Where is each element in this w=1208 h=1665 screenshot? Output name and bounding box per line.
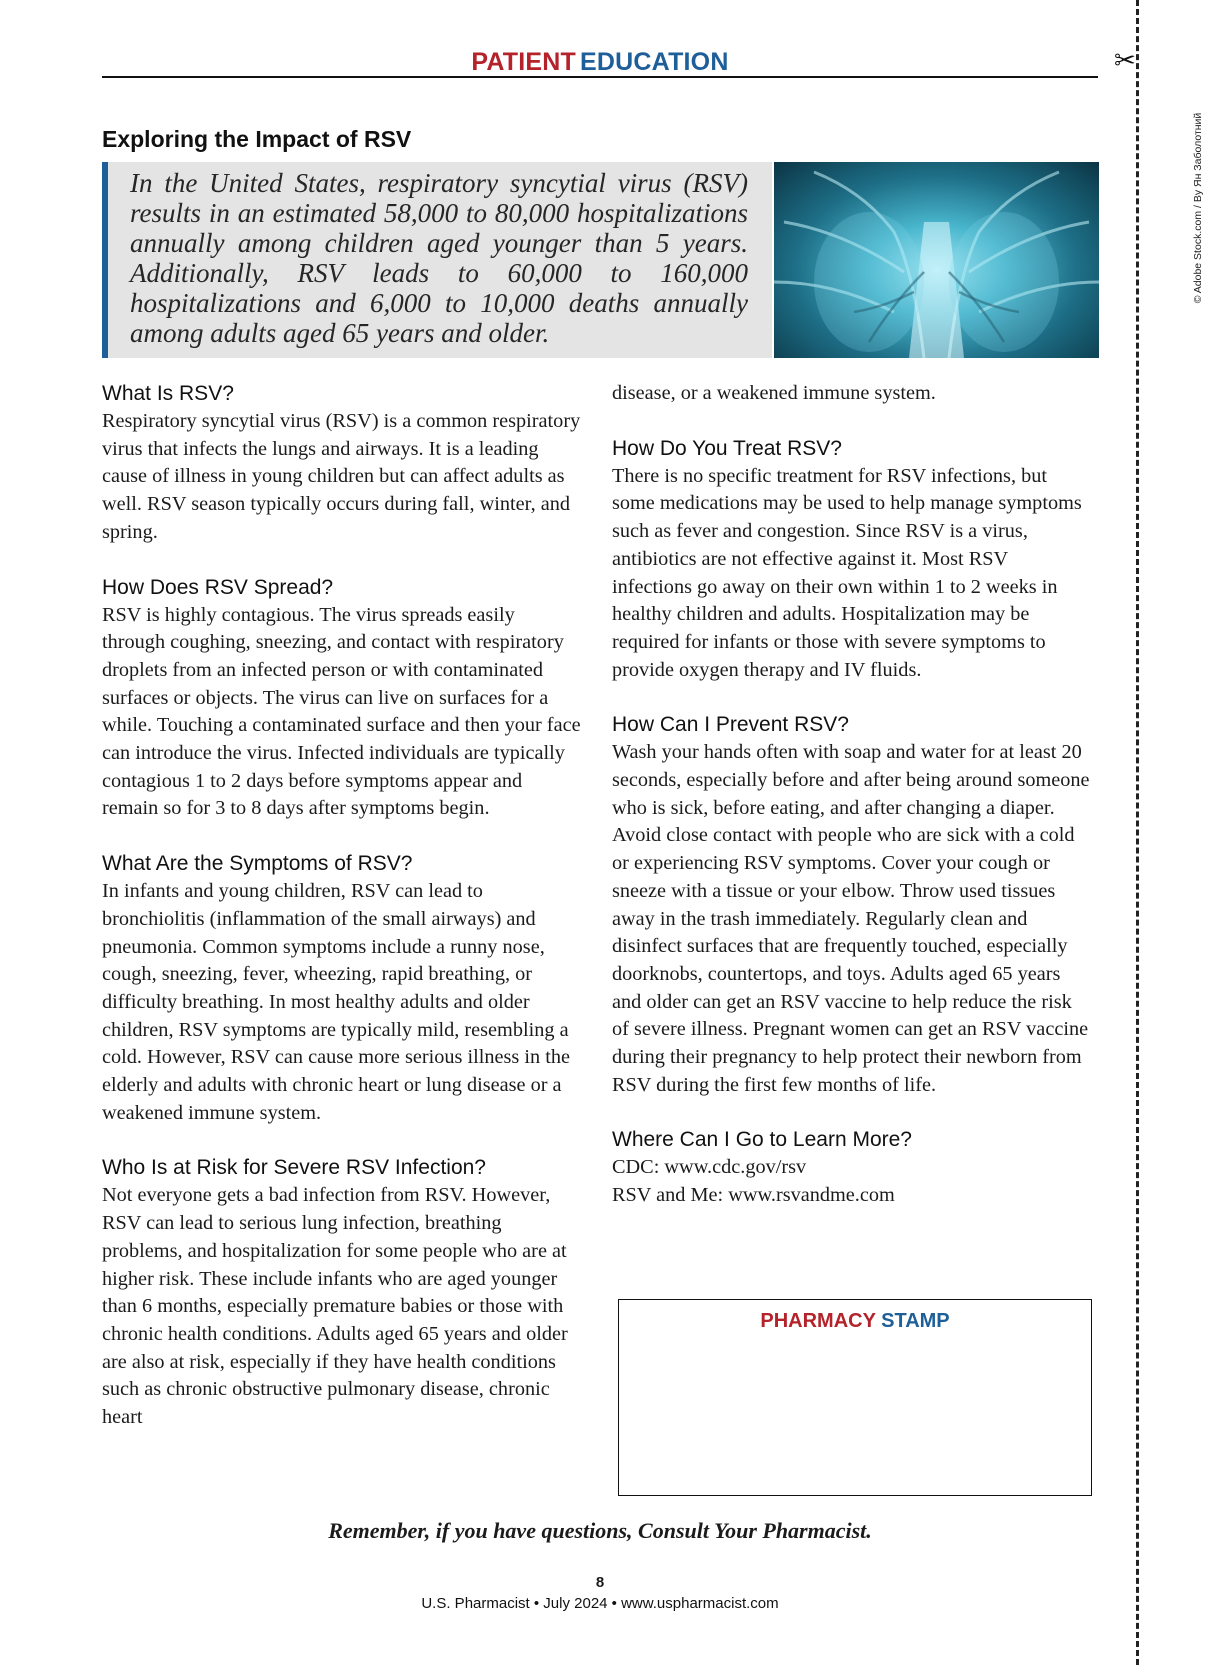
remember-note: Remember, if you have questions, Consult Your Pharmacist. <box>328 1518 872 1543</box>
pharmacy-stamp-box <box>618 1299 1092 1496</box>
section-treat <box>612 435 1092 685</box>
section-body <box>612 1154 1092 1209</box>
scissors-icon: ✂ <box>1114 46 1136 76</box>
section-body: There is no specific treatment for RSV infections, but some medications may be used to help manage symptoms such as fever and congestion. Since RSV is a virus, antibiotics are not effective against it. Most RSV infections go away on their own within 1 to 2 weeks in healthy children and adults. Hospitalization may be required for infants or those with severe symptoms to provide oxygen therapy and IV fluids. <box>612 464 1082 681</box>
section-risk <box>102 1154 582 1431</box>
stamp-title-part1: PHARMACY <box>760 1310 876 1332</box>
section-body: Respiratory syncytial virus (RSV) is a common respiratory virus that infects the lungs and airways. It is a leading cause of illness in young children but can affect adults as well. RSV season typically occurs during fall, winter, and spring. <box>102 410 581 543</box>
section-learn-more <box>612 1126 1092 1209</box>
page-number: 8 <box>595 1574 605 1591</box>
left-column <box>102 380 582 1459</box>
section-prevent <box>612 711 1092 1099</box>
callout-text: In the United States, respiratory syncytial virus (RSV) results in an estimated 58,000 to 80,000 hospitalizations annually among children aged younger than 5 years. Additionally, RSV leads to 60,000 to 160,000 hospitalizations and 6,000 to 10,000 deaths annually among adults aged 65 years and older. <box>130 168 748 348</box>
header-title-part1: PATIENT <box>471 48 577 76</box>
section-heading: How Can I Prevent RSV? <box>612 713 849 737</box>
section-body: Not everyone gets a bad infection from RSV. However, RSV can lead to serious lung infection, breathing problems, and hospitalization for some people who are at higher risk. These include infants who are aged younger than 6 months, especially premature babies or those with chronic health conditions. Adults aged 65 years and older are also at risk, especially if they have health conditions such as chronic obstructive pulmonary disease, chronic heart <box>102 1184 568 1429</box>
cut-line <box>1136 0 1139 1665</box>
article-title: Exploring the Impact of RSV <box>102 126 412 152</box>
page-header <box>102 44 1098 80</box>
section-body: In infants and young children, RSV can lead to bronchiolitis (inflammation of the small airways) and pneumonia. Common symptoms include a runny nose, cough, sneezing, fever, wheezing, rapid breathing, or difficulty breathing. In most healthy adults and older children, RSV symptoms are typically mild, resembling a cold. However, RSV can cause more serious illness in the elderly and adults with chronic heart or lung disease or a weakened immune system. <box>102 880 570 1124</box>
cdc-link[interactable]: CDC: www.cdc.gov/rsv <box>612 1156 807 1179</box>
section-what-is-rsv <box>102 380 582 547</box>
section-heading: Where Can I Go to Learn More? <box>612 1128 912 1152</box>
section-heading: How Do You Treat RSV? <box>612 436 842 460</box>
callout-box <box>102 162 772 358</box>
section-heading: How Does RSV Spread? <box>102 575 334 599</box>
header-title <box>102 48 1098 77</box>
image-credit: © Adobe Stock.com / By Ян Заболотний <box>1192 112 1204 304</box>
section-heading: What Are the Symptoms of RSV? <box>102 852 413 876</box>
section-body: RSV is highly contagious. The virus spreads easily through coughing, sneezing, and contact with respiratory droplets from an infected person or with contaminated surfaces or objects. The virus can live on surfaces for a while. Touching a contaminated surface and then your face can introduce the virus. Infected individuals are typically contagious 1 to 2 days before symptoms appear and remain so for 3 to 8 days after symptoms begin. <box>102 603 581 820</box>
rsvandme-link[interactable]: RSV and Me: www.rsvandme.com <box>612 1184 895 1207</box>
lung-xray-image <box>774 162 1099 358</box>
section-body: Wash your hands often with soap and water for at least 20 seconds, especially before and after being around someone who is sick, before eating, and after changing a diaper. Avoid close contact with people who are sick with a cold or experiencing RSV symptoms. Cover your cough or sneeze with a tissue or your elbow. Throw used tissues away in the trash immediately. Regularly clean and disinfect surfaces that are frequently touched, especially doorknobs, countertops, and toys. Adults aged 65 years and older can get an RSV vaccine to help reduce the risk of severe illness. Pregnant women can get an RSV vaccine during their pregnancy to help protect their newborn from RSV during the first few months of life. <box>612 741 1090 1096</box>
section-risk-continued <box>612 380 1092 408</box>
section-body-continuation: disease, or a weakened immune system. <box>612 382 936 404</box>
right-column <box>612 380 1092 1237</box>
stamp-title <box>619 1310 1091 1333</box>
section-heading: Who Is at Risk for Severe RSV Infection? <box>102 1156 486 1180</box>
section-heading: What Is RSV? <box>102 382 234 405</box>
header-title-part2: EDUCATION <box>580 48 729 76</box>
section-symptoms <box>102 850 582 1127</box>
stamp-title-part2: STAMP <box>881 1310 950 1332</box>
publication-footer: U.S. Pharmacist • July 2024 • www.uspharmacist.com <box>421 1595 779 1612</box>
section-spread <box>102 574 582 824</box>
